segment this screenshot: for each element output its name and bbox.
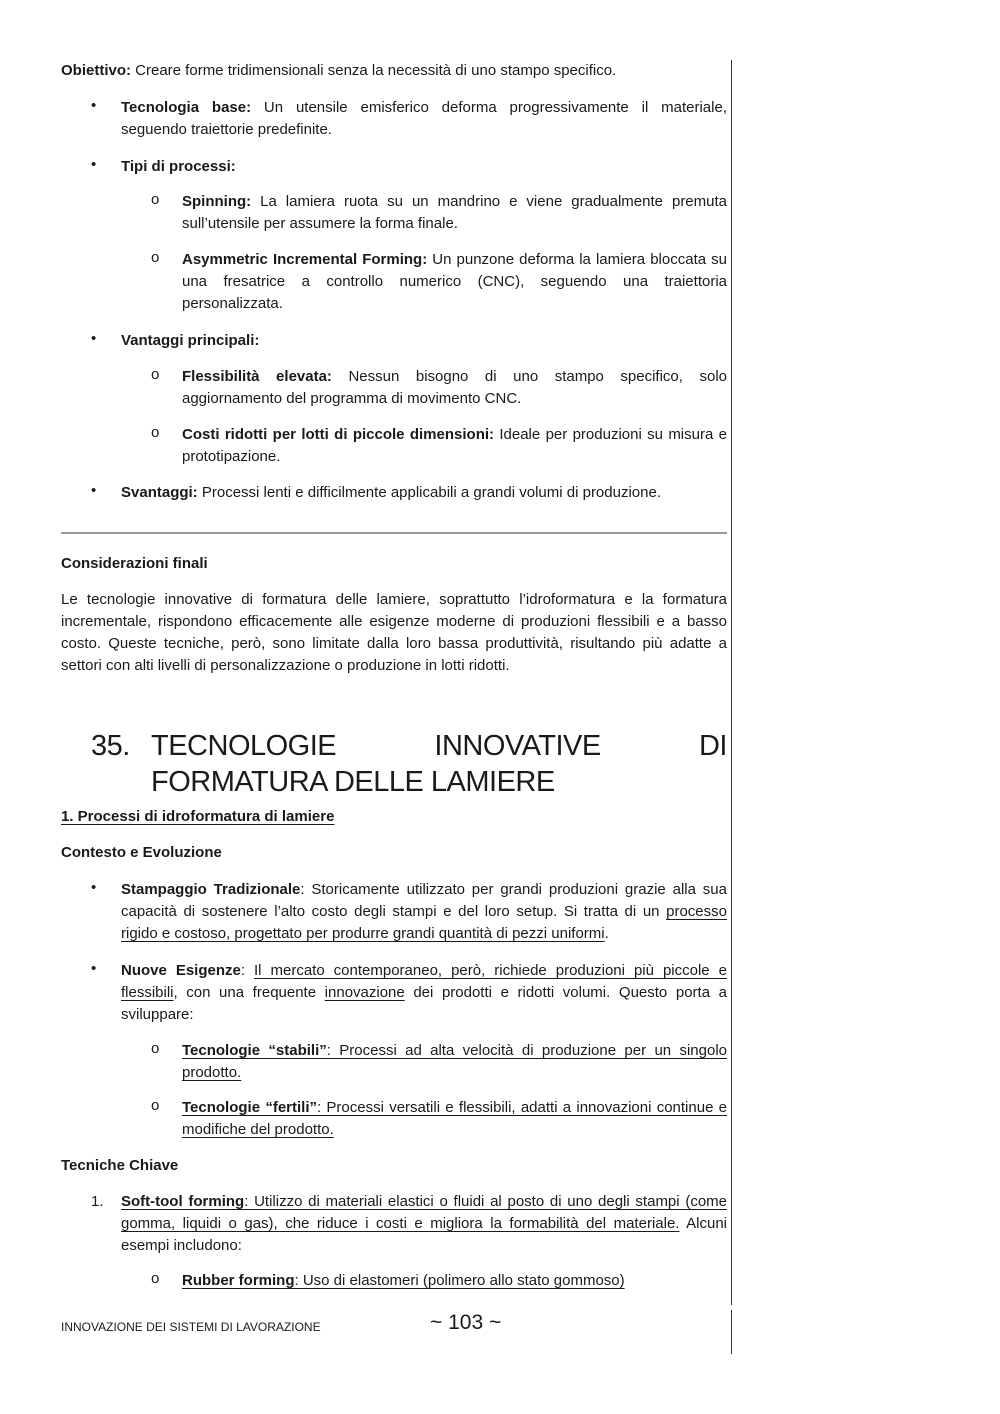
list-number: 1. [91,1193,104,1210]
circle-bullet: o [151,424,160,441]
bullet: • [91,960,97,977]
tecnologia-base-label: Tecnologia base: [121,99,252,116]
nuove-text: , con una frequente [173,984,325,1001]
costi-item [182,424,727,468]
aif-item [182,249,727,315]
nuove-underlined-1: Il mercato contemporaneo, però, richiede produzioni più piccole e flessibili [121,962,727,1001]
softtool-text-end: Alcuni esempi includono: [121,1215,727,1254]
tipi-processi-label: Tipi di processi: [121,158,236,175]
chapter-title: TECNOLOGIE INNOVATIVE DI FORMATURA DELLE LAMIERE [151,730,727,798]
flessibilita-text: Nessun bisogno di uno stampo specifico, solo aggiornamento del programma di movimento CNC. [182,368,727,407]
flessibilita-label: Flessibilità elevata: [182,368,332,385]
circle-bullet: o [151,249,160,266]
nuove-underlined-2: innovazione [324,984,405,1001]
circle-bullet: o [151,1270,160,1287]
stampaggio-text: : Storicamente utilizzato per grandi produzioni grazie alla sua capacità di sostenere l’alto costo degli stampi e del loro setup. Si tratta di un [121,881,727,920]
stampaggio-underlined: processo rigido e costoso, progettato per produrre grandi quantità di pezzi uniformi [121,903,727,942]
circle-bullet: o [151,191,160,208]
bullet: • [91,156,97,173]
considerazioni-paragraph: Le tecnologie innovative di formatura delle lamiere, soprattutto l’idroformatura e la formatura incrementale, rispondono efficacemente alle esigenze moderne di produzioni flessibili e a basso costo. Queste tecniche, però, sono limitate dalla loro bassa produttività, risultando più adatte a settori con alti livelli di personalizzazione o produzione in lotti ridotti. [61,591,727,674]
obiettivo-text: Creare forme tridimensionali senza la necessità di uno stampo specifico. [131,62,617,79]
obiettivo-label: Obiettivo: [61,62,131,79]
fertili-label: Tecnologie “fertili” [182,1099,317,1116]
softtool-text: : Utilizzo di materiali elastici o fluidi al posto di uno degli stampi (come gomma, liquidi o gas), che riduce i costi e migliora la formabilità del materiale. [121,1193,727,1232]
section-heading-text: 1. Processi di idroformatura di lamiere [61,808,335,825]
considerazioni-title [61,553,208,575]
contesto-heading-text: Contesto e Evoluzione [61,844,222,861]
footer-title: INNOVAZIONE DEI SISTEMI DI LAVORAZIONE [61,1320,321,1334]
rubber-item [182,1270,727,1292]
nuove-label: Nuove Esigenze [121,962,241,979]
fertili-text: : Processi versatili e flessibili, adatti a innovazioni continue e modifiche del prodotto. [182,1099,728,1138]
tecnologia-base-item [121,97,727,141]
circle-bullet: o [151,1040,160,1057]
spinning-label: Spinning: [182,193,252,210]
svantaggi-item [121,482,727,504]
costi-text: Ideale per produzioni su misura e prototipazione. [182,426,727,465]
stampaggio-label: Stampaggio Tradizionale [121,881,301,898]
softtool-label: Soft-tool forming [121,1193,245,1210]
section-divider [61,532,727,534]
circle-bullet: o [151,366,160,383]
nuove-sep: : [240,962,255,979]
vantaggi-label: Vantaggi principali: [121,332,260,349]
tipi-processi-item [121,156,236,178]
nuove-esigenze-item [121,960,727,1026]
tecnologia-base-text: Un utensile emisferico deforma progressivamente il materiale, seguendo traiettorie predefinite. [121,99,727,138]
stabili-item [182,1040,727,1084]
bullet: • [91,879,97,896]
rubber-text: : Uso di elastomeri (polimero allo stato gommoso) [294,1272,625,1289]
considerazioni-title-text: Considerazioni finali [61,555,208,572]
rubber-label: Rubber forming [182,1272,295,1289]
tecniche-heading [61,1155,178,1177]
svantaggi-label: Svantaggi: [121,484,198,501]
stampaggio-end: . [604,925,609,942]
stabili-label: Tecnologie “stabili” [182,1042,327,1059]
circle-bullet: o [151,1097,160,1114]
chapter-number: 35. [91,730,130,762]
nuove-text-end: dei prodotti e ridotti volumi. Questo porta a sviluppare: [121,984,727,1023]
bullet: • [91,330,97,347]
tecniche-heading-text: Tecniche Chiave [61,1157,179,1174]
page-number: ~ 103 ~ [430,1311,502,1334]
fertili-item [182,1097,727,1141]
bullet: • [91,482,97,499]
spinning-text: La lamiera ruota su un mandrino e viene gradualmente premuta sull’utensile per assumere la forma finale. [182,193,727,232]
bullet: • [91,97,97,114]
section-heading [61,806,334,828]
aif-text: Un punzone deforma la lamiera bloccata su una fresatrice a controllo numerico (CNC), seguendo una traiettoria personalizzata. [182,251,727,312]
svantaggi-text: Processi lenti e difficilmente applicabili a grandi volumi di produzione. [197,484,661,501]
footer-margin-line [731,1310,732,1354]
stampaggio-item [121,879,727,945]
spinning-item [182,191,727,235]
stabili-text: : Processi ad alta velocità di produzione per un singolo prodotto. [182,1042,728,1081]
contesto-heading [61,842,222,864]
right-margin-line [731,60,732,1305]
vantaggi-item [121,330,259,352]
softtool-item [121,1191,727,1257]
flessibilita-item [182,366,727,410]
obiettivo-paragraph [61,60,727,82]
costi-label: Costi ridotti per lotti di piccole dimensioni: [182,426,495,443]
aif-label: Asymmetric Incremental Forming: [182,251,428,268]
